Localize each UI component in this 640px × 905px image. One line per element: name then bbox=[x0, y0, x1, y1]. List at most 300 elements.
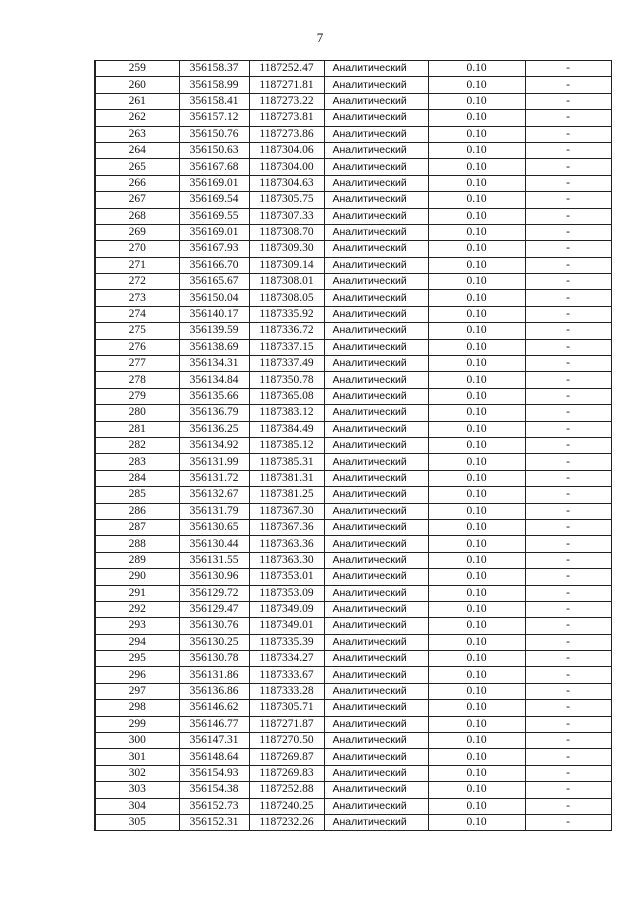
method-cell: Аналитический bbox=[324, 667, 428, 683]
accuracy-cell: 0.10 bbox=[428, 61, 525, 77]
y-coordinate-cell: 1187335.92 bbox=[249, 306, 324, 322]
description-cell: - bbox=[525, 405, 611, 421]
point-number-cell: 294 bbox=[95, 634, 179, 650]
method-cell: Аналитический bbox=[324, 454, 428, 470]
coordinates-table-body bbox=[95, 61, 611, 831]
table-row bbox=[95, 77, 611, 93]
accuracy-cell: 0.10 bbox=[428, 569, 525, 585]
point-number-cell: 300 bbox=[95, 733, 179, 749]
method-cell: Аналитический bbox=[324, 77, 428, 93]
description-cell: - bbox=[525, 290, 611, 306]
method-cell: Аналитический bbox=[324, 634, 428, 650]
accuracy-cell: 0.10 bbox=[428, 175, 525, 191]
table-row bbox=[95, 814, 611, 830]
method-cell: Аналитический bbox=[324, 716, 428, 732]
description-cell: - bbox=[525, 683, 611, 699]
description-cell: - bbox=[525, 470, 611, 486]
y-coordinate-cell: 1187353.09 bbox=[249, 585, 324, 601]
description-cell: - bbox=[525, 142, 611, 158]
x-coordinate-cell: 356169.55 bbox=[179, 208, 249, 224]
y-coordinate-cell: 1187305.75 bbox=[249, 192, 324, 208]
accuracy-cell: 0.10 bbox=[428, 142, 525, 158]
method-cell: Аналитический bbox=[324, 798, 428, 814]
point-number-cell: 299 bbox=[95, 716, 179, 732]
point-number-cell: 266 bbox=[95, 175, 179, 191]
accuracy-cell: 0.10 bbox=[428, 356, 525, 372]
y-coordinate-cell: 1187252.88 bbox=[249, 782, 324, 798]
x-coordinate-cell: 356167.68 bbox=[179, 159, 249, 175]
x-coordinate-cell: 356130.78 bbox=[179, 651, 249, 667]
method-cell: Аналитический bbox=[324, 110, 428, 126]
table-row bbox=[95, 634, 611, 650]
point-number-cell: 262 bbox=[95, 110, 179, 126]
description-cell: - bbox=[525, 274, 611, 290]
table-row bbox=[95, 569, 611, 585]
x-coordinate-cell: 356150.04 bbox=[179, 290, 249, 306]
point-number-cell: 259 bbox=[95, 61, 179, 77]
table-row bbox=[95, 716, 611, 732]
point-number-cell: 302 bbox=[95, 765, 179, 781]
y-coordinate-cell: 1187365.08 bbox=[249, 388, 324, 404]
y-coordinate-cell: 1187333.28 bbox=[249, 683, 324, 699]
table-row bbox=[95, 208, 611, 224]
x-coordinate-cell: 356154.93 bbox=[179, 765, 249, 781]
table-row bbox=[95, 618, 611, 634]
method-cell: Аналитический bbox=[324, 257, 428, 273]
table-row bbox=[95, 585, 611, 601]
point-number-cell: 277 bbox=[95, 356, 179, 372]
accuracy-cell: 0.10 bbox=[428, 536, 525, 552]
accuracy-cell: 0.10 bbox=[428, 601, 525, 617]
accuracy-cell: 0.10 bbox=[428, 257, 525, 273]
x-coordinate-cell: 356169.54 bbox=[179, 192, 249, 208]
y-coordinate-cell: 1187308.70 bbox=[249, 224, 324, 240]
x-coordinate-cell: 356169.01 bbox=[179, 224, 249, 240]
method-cell: Аналитический bbox=[324, 700, 428, 716]
accuracy-cell: 0.10 bbox=[428, 618, 525, 634]
y-coordinate-cell: 1187240.25 bbox=[249, 798, 324, 814]
x-coordinate-cell: 356135.66 bbox=[179, 388, 249, 404]
accuracy-cell: 0.10 bbox=[428, 782, 525, 798]
description-cell: - bbox=[525, 536, 611, 552]
y-coordinate-cell: 1187269.83 bbox=[249, 765, 324, 781]
y-coordinate-cell: 1187385.31 bbox=[249, 454, 324, 470]
x-coordinate-cell: 356130.25 bbox=[179, 634, 249, 650]
description-cell: - bbox=[525, 503, 611, 519]
table-row bbox=[95, 192, 611, 208]
accuracy-cell: 0.10 bbox=[428, 634, 525, 650]
y-coordinate-cell: 1187367.30 bbox=[249, 503, 324, 519]
method-cell: Аналитический bbox=[324, 651, 428, 667]
table-row bbox=[95, 110, 611, 126]
x-coordinate-cell: 356131.99 bbox=[179, 454, 249, 470]
point-number-cell: 276 bbox=[95, 339, 179, 355]
y-coordinate-cell: 1187334.27 bbox=[249, 651, 324, 667]
y-coordinate-cell: 1187385.12 bbox=[249, 437, 324, 453]
x-coordinate-cell: 356152.31 bbox=[179, 814, 249, 830]
point-number-cell: 291 bbox=[95, 585, 179, 601]
method-cell: Аналитический bbox=[324, 618, 428, 634]
x-coordinate-cell: 356130.96 bbox=[179, 569, 249, 585]
y-coordinate-cell: 1187384.49 bbox=[249, 421, 324, 437]
method-cell: Аналитический bbox=[324, 241, 428, 257]
y-coordinate-cell: 1187381.25 bbox=[249, 487, 324, 503]
table-row bbox=[95, 519, 611, 535]
method-cell: Аналитический bbox=[324, 224, 428, 240]
method-cell: Аналитический bbox=[324, 356, 428, 372]
description-cell: - bbox=[525, 716, 611, 732]
accuracy-cell: 0.10 bbox=[428, 77, 525, 93]
accuracy-cell: 0.10 bbox=[428, 700, 525, 716]
method-cell: Аналитический bbox=[324, 290, 428, 306]
description-cell: - bbox=[525, 487, 611, 503]
point-number-cell: 285 bbox=[95, 487, 179, 503]
description-cell: - bbox=[525, 700, 611, 716]
point-number-cell: 305 bbox=[95, 814, 179, 830]
description-cell: - bbox=[525, 388, 611, 404]
y-coordinate-cell: 1187350.78 bbox=[249, 372, 324, 388]
accuracy-cell: 0.10 bbox=[428, 487, 525, 503]
x-coordinate-cell: 356131.72 bbox=[179, 470, 249, 486]
point-number-cell: 270 bbox=[95, 241, 179, 257]
method-cell: Аналитический bbox=[324, 306, 428, 322]
accuracy-cell: 0.10 bbox=[428, 126, 525, 142]
y-coordinate-cell: 1187252.47 bbox=[249, 61, 324, 77]
x-coordinate-cell: 356158.99 bbox=[179, 77, 249, 93]
point-number-cell: 283 bbox=[95, 454, 179, 470]
method-cell: Аналитический bbox=[324, 437, 428, 453]
point-number-cell: 278 bbox=[95, 372, 179, 388]
x-coordinate-cell: 356154.38 bbox=[179, 782, 249, 798]
table-row bbox=[95, 257, 611, 273]
x-coordinate-cell: 356129.47 bbox=[179, 601, 249, 617]
x-coordinate-cell: 356136.25 bbox=[179, 421, 249, 437]
x-coordinate-cell: 356134.92 bbox=[179, 437, 249, 453]
method-cell: Аналитический bbox=[324, 585, 428, 601]
table-row bbox=[95, 306, 611, 322]
table-row bbox=[95, 798, 611, 814]
table-row bbox=[95, 323, 611, 339]
method-cell: Аналитический bbox=[324, 782, 428, 798]
point-number-cell: 263 bbox=[95, 126, 179, 142]
x-coordinate-cell: 356150.63 bbox=[179, 142, 249, 158]
y-coordinate-cell: 1187273.22 bbox=[249, 93, 324, 109]
method-cell: Аналитический bbox=[324, 487, 428, 503]
x-coordinate-cell: 356136.86 bbox=[179, 683, 249, 699]
accuracy-cell: 0.10 bbox=[428, 798, 525, 814]
y-coordinate-cell: 1187270.50 bbox=[249, 733, 324, 749]
table-row bbox=[95, 700, 611, 716]
y-coordinate-cell: 1187308.05 bbox=[249, 290, 324, 306]
accuracy-cell: 0.10 bbox=[428, 765, 525, 781]
y-coordinate-cell: 1187309.14 bbox=[249, 257, 324, 273]
point-number-cell: 290 bbox=[95, 569, 179, 585]
y-coordinate-cell: 1187305.71 bbox=[249, 700, 324, 716]
accuracy-cell: 0.10 bbox=[428, 110, 525, 126]
y-coordinate-cell: 1187273.86 bbox=[249, 126, 324, 142]
x-coordinate-cell: 356134.31 bbox=[179, 356, 249, 372]
point-number-cell: 293 bbox=[95, 618, 179, 634]
point-number-cell: 265 bbox=[95, 159, 179, 175]
table-row bbox=[95, 552, 611, 568]
y-coordinate-cell: 1187336.72 bbox=[249, 323, 324, 339]
description-cell: - bbox=[525, 634, 611, 650]
y-coordinate-cell: 1187309.30 bbox=[249, 241, 324, 257]
accuracy-cell: 0.10 bbox=[428, 323, 525, 339]
x-coordinate-cell: 356158.41 bbox=[179, 93, 249, 109]
accuracy-cell: 0.10 bbox=[428, 274, 525, 290]
table-row bbox=[95, 765, 611, 781]
point-number-cell: 297 bbox=[95, 683, 179, 699]
table-row bbox=[95, 683, 611, 699]
description-cell: - bbox=[525, 454, 611, 470]
method-cell: Аналитический bbox=[324, 175, 428, 191]
description-cell: - bbox=[525, 93, 611, 109]
description-cell: - bbox=[525, 159, 611, 175]
point-number-cell: 304 bbox=[95, 798, 179, 814]
point-number-cell: 268 bbox=[95, 208, 179, 224]
description-cell: - bbox=[525, 814, 611, 830]
point-number-cell: 287 bbox=[95, 519, 179, 535]
method-cell: Аналитический bbox=[324, 192, 428, 208]
table-row bbox=[95, 487, 611, 503]
description-cell: - bbox=[525, 601, 611, 617]
method-cell: Аналитический bbox=[324, 683, 428, 699]
x-coordinate-cell: 356140.17 bbox=[179, 306, 249, 322]
description-cell: - bbox=[525, 110, 611, 126]
y-coordinate-cell: 1187363.30 bbox=[249, 552, 324, 568]
x-coordinate-cell: 356139.59 bbox=[179, 323, 249, 339]
method-cell: Аналитический bbox=[324, 470, 428, 486]
x-coordinate-cell: 356165.67 bbox=[179, 274, 249, 290]
accuracy-cell: 0.10 bbox=[428, 585, 525, 601]
description-cell: - bbox=[525, 585, 611, 601]
y-coordinate-cell: 1187307.33 bbox=[249, 208, 324, 224]
point-number-cell: 271 bbox=[95, 257, 179, 273]
point-number-cell: 281 bbox=[95, 421, 179, 437]
point-number-cell: 288 bbox=[95, 536, 179, 552]
accuracy-cell: 0.10 bbox=[428, 667, 525, 683]
x-coordinate-cell: 356166.70 bbox=[179, 257, 249, 273]
page-number: 7 bbox=[316, 30, 324, 45]
x-coordinate-cell: 356152.73 bbox=[179, 798, 249, 814]
point-number-cell: 267 bbox=[95, 192, 179, 208]
coordinates-table bbox=[94, 60, 612, 831]
description-cell: - bbox=[525, 339, 611, 355]
accuracy-cell: 0.10 bbox=[428, 733, 525, 749]
accuracy-cell: 0.10 bbox=[428, 372, 525, 388]
accuracy-cell: 0.10 bbox=[428, 503, 525, 519]
method-cell: Аналитический bbox=[324, 388, 428, 404]
accuracy-cell: 0.10 bbox=[428, 93, 525, 109]
point-number-cell: 296 bbox=[95, 667, 179, 683]
method-cell: Аналитический bbox=[324, 569, 428, 585]
x-coordinate-cell: 356158.37 bbox=[179, 61, 249, 77]
table-row bbox=[95, 667, 611, 683]
x-coordinate-cell: 356131.55 bbox=[179, 552, 249, 568]
method-cell: Аналитический bbox=[324, 405, 428, 421]
accuracy-cell: 0.10 bbox=[428, 814, 525, 830]
table-row bbox=[95, 159, 611, 175]
table-row bbox=[95, 388, 611, 404]
method-cell: Аналитический bbox=[324, 142, 428, 158]
method-cell: Аналитический bbox=[324, 749, 428, 765]
accuracy-cell: 0.10 bbox=[428, 224, 525, 240]
point-number-cell: 289 bbox=[95, 552, 179, 568]
y-coordinate-cell: 1187353.01 bbox=[249, 569, 324, 585]
method-cell: Аналитический bbox=[324, 208, 428, 224]
accuracy-cell: 0.10 bbox=[428, 437, 525, 453]
table-row bbox=[95, 93, 611, 109]
method-cell: Аналитический bbox=[324, 765, 428, 781]
method-cell: Аналитический bbox=[324, 421, 428, 437]
y-coordinate-cell: 1187363.36 bbox=[249, 536, 324, 552]
table-row bbox=[95, 749, 611, 765]
accuracy-cell: 0.10 bbox=[428, 519, 525, 535]
accuracy-cell: 0.10 bbox=[428, 306, 525, 322]
table-row bbox=[95, 372, 611, 388]
description-cell: - bbox=[525, 421, 611, 437]
description-cell: - bbox=[525, 306, 611, 322]
x-coordinate-cell: 356169.01 bbox=[179, 175, 249, 191]
description-cell: - bbox=[525, 323, 611, 339]
method-cell: Аналитический bbox=[324, 814, 428, 830]
method-cell: Аналитический bbox=[324, 61, 428, 77]
accuracy-cell: 0.10 bbox=[428, 388, 525, 404]
description-cell: - bbox=[525, 208, 611, 224]
method-cell: Аналитический bbox=[324, 159, 428, 175]
y-coordinate-cell: 1187232.26 bbox=[249, 814, 324, 830]
point-number-cell: 280 bbox=[95, 405, 179, 421]
x-coordinate-cell: 356130.76 bbox=[179, 618, 249, 634]
accuracy-cell: 0.10 bbox=[428, 421, 525, 437]
table-row bbox=[95, 470, 611, 486]
description-cell: - bbox=[525, 437, 611, 453]
method-cell: Аналитический bbox=[324, 339, 428, 355]
accuracy-cell: 0.10 bbox=[428, 208, 525, 224]
x-coordinate-cell: 356131.79 bbox=[179, 503, 249, 519]
y-coordinate-cell: 1187349.09 bbox=[249, 601, 324, 617]
description-cell: - bbox=[525, 765, 611, 781]
point-number-cell: 286 bbox=[95, 503, 179, 519]
description-cell: - bbox=[525, 356, 611, 372]
x-coordinate-cell: 356134.84 bbox=[179, 372, 249, 388]
accuracy-cell: 0.10 bbox=[428, 405, 525, 421]
description-cell: - bbox=[525, 798, 611, 814]
x-coordinate-cell: 356157.12 bbox=[179, 110, 249, 126]
y-coordinate-cell: 1187383.12 bbox=[249, 405, 324, 421]
y-coordinate-cell: 1187308.01 bbox=[249, 274, 324, 290]
description-cell: - bbox=[525, 519, 611, 535]
description-cell: - bbox=[525, 552, 611, 568]
method-cell: Аналитический bbox=[324, 323, 428, 339]
y-coordinate-cell: 1187271.81 bbox=[249, 77, 324, 93]
table-row bbox=[95, 339, 611, 355]
accuracy-cell: 0.10 bbox=[428, 683, 525, 699]
description-cell: - bbox=[525, 175, 611, 191]
table-row bbox=[95, 241, 611, 257]
accuracy-cell: 0.10 bbox=[428, 552, 525, 568]
accuracy-cell: 0.10 bbox=[428, 339, 525, 355]
table-row bbox=[95, 274, 611, 290]
accuracy-cell: 0.10 bbox=[428, 290, 525, 306]
x-coordinate-cell: 356131.86 bbox=[179, 667, 249, 683]
method-cell: Аналитический bbox=[324, 126, 428, 142]
x-coordinate-cell: 356130.44 bbox=[179, 536, 249, 552]
description-cell: - bbox=[525, 618, 611, 634]
y-coordinate-cell: 1187304.63 bbox=[249, 175, 324, 191]
description-cell: - bbox=[525, 257, 611, 273]
y-coordinate-cell: 1187304.06 bbox=[249, 142, 324, 158]
table-row bbox=[95, 356, 611, 372]
accuracy-cell: 0.10 bbox=[428, 454, 525, 470]
description-cell: - bbox=[525, 224, 611, 240]
table-row bbox=[95, 503, 611, 519]
table-row bbox=[95, 142, 611, 158]
description-cell: - bbox=[525, 733, 611, 749]
point-number-cell: 284 bbox=[95, 470, 179, 486]
method-cell: Аналитический bbox=[324, 552, 428, 568]
table-row bbox=[95, 536, 611, 552]
y-coordinate-cell: 1187367.36 bbox=[249, 519, 324, 535]
accuracy-cell: 0.10 bbox=[428, 651, 525, 667]
x-coordinate-cell: 356146.62 bbox=[179, 700, 249, 716]
point-number-cell: 274 bbox=[95, 306, 179, 322]
description-cell: - bbox=[525, 749, 611, 765]
table-row bbox=[95, 782, 611, 798]
point-number-cell: 269 bbox=[95, 224, 179, 240]
x-coordinate-cell: 356136.79 bbox=[179, 405, 249, 421]
method-cell: Аналитический bbox=[324, 536, 428, 552]
x-coordinate-cell: 356147.31 bbox=[179, 733, 249, 749]
point-number-cell: 275 bbox=[95, 323, 179, 339]
table-row bbox=[95, 224, 611, 240]
point-number-cell: 264 bbox=[95, 142, 179, 158]
y-coordinate-cell: 1187273.81 bbox=[249, 110, 324, 126]
point-number-cell: 282 bbox=[95, 437, 179, 453]
accuracy-cell: 0.10 bbox=[428, 159, 525, 175]
y-coordinate-cell: 1187333.67 bbox=[249, 667, 324, 683]
method-cell: Аналитический bbox=[324, 601, 428, 617]
description-cell: - bbox=[525, 651, 611, 667]
y-coordinate-cell: 1187349.01 bbox=[249, 618, 324, 634]
table-row bbox=[95, 405, 611, 421]
x-coordinate-cell: 356138.69 bbox=[179, 339, 249, 355]
point-number-cell: 303 bbox=[95, 782, 179, 798]
accuracy-cell: 0.10 bbox=[428, 241, 525, 257]
accuracy-cell: 0.10 bbox=[428, 470, 525, 486]
y-coordinate-cell: 1187337.15 bbox=[249, 339, 324, 355]
table-row bbox=[95, 421, 611, 437]
description-cell: - bbox=[525, 782, 611, 798]
accuracy-cell: 0.10 bbox=[428, 192, 525, 208]
x-coordinate-cell: 356132.67 bbox=[179, 487, 249, 503]
description-cell: - bbox=[525, 569, 611, 585]
point-number-cell: 279 bbox=[95, 388, 179, 404]
method-cell: Аналитический bbox=[324, 93, 428, 109]
table-row bbox=[95, 61, 611, 77]
point-number-cell: 260 bbox=[95, 77, 179, 93]
description-cell: - bbox=[525, 126, 611, 142]
description-cell: - bbox=[525, 372, 611, 388]
table-row bbox=[95, 175, 611, 191]
method-cell: Аналитический bbox=[324, 372, 428, 388]
y-coordinate-cell: 1187335.39 bbox=[249, 634, 324, 650]
table-row bbox=[95, 126, 611, 142]
table-row bbox=[95, 733, 611, 749]
accuracy-cell: 0.10 bbox=[428, 716, 525, 732]
x-coordinate-cell: 356130.65 bbox=[179, 519, 249, 535]
